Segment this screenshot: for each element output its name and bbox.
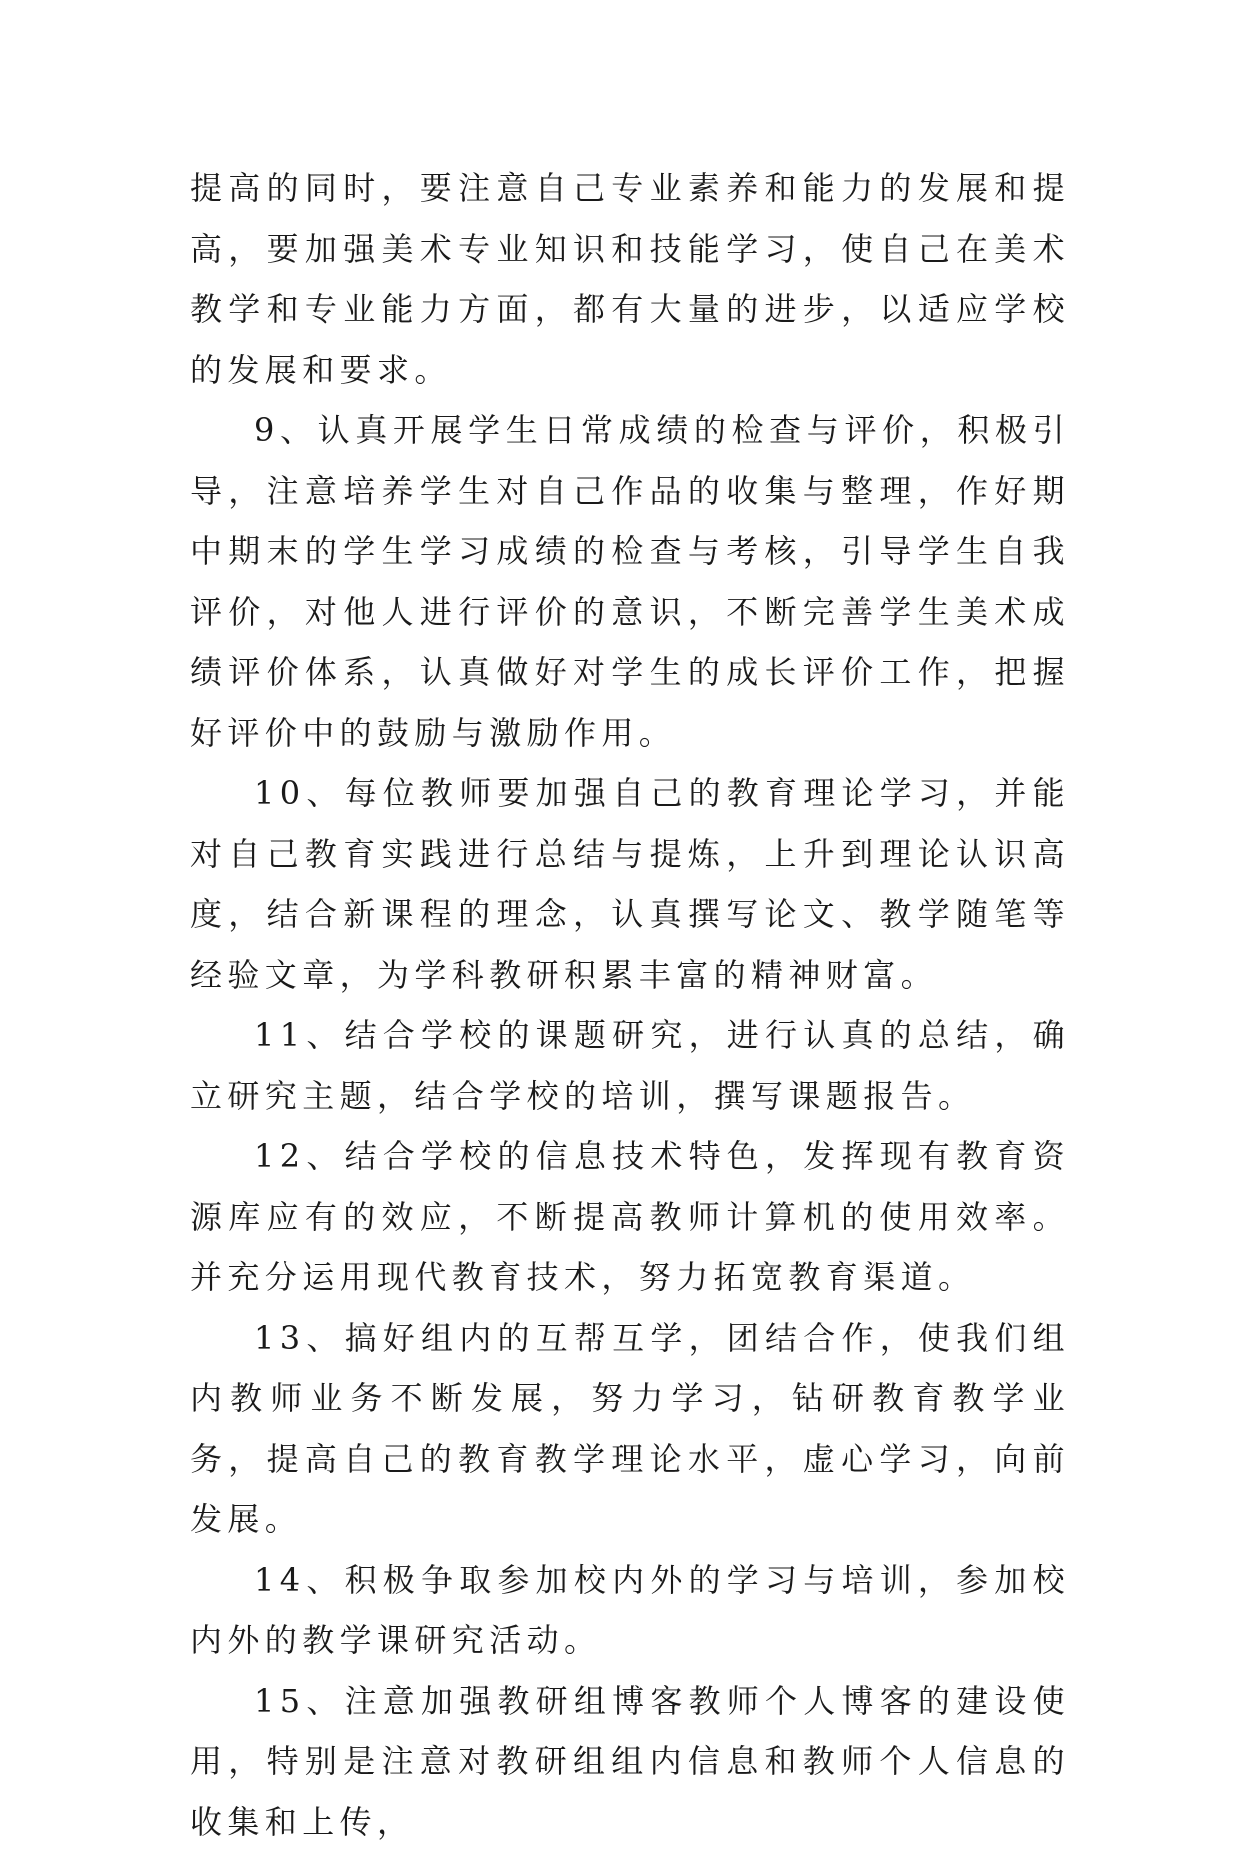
paragraph-item-12: 12、结合学校的信息技术特色，发挥现有教育资源库应有的效应，不断提高教师计算机的使用效率。并充分运用现代教育技术，努力拓宽教育渠道。 bbox=[190, 1126, 1070, 1308]
paragraph-continuation: 提高的同时，要注意自己专业素养和能力的发展和提高，要加强美术专业知识和技能学习，使自己在美术教学和专业能力方面，都有大量的进步，以适应学校的发展和要求。 bbox=[190, 158, 1070, 400]
paragraph-item-10: 10、每位教师要加强自己的教育理论学习，并能对自己教育实践进行总结与提炼，上升到理论认识高度，结合新课程的理念，认真撰写论文、教学随笔等经验文章，为学科教研积累丰富的精神财富。 bbox=[190, 763, 1070, 1005]
document-body bbox=[190, 158, 1070, 1852]
paragraph-item-13: 13、搞好组内的互帮互学，团结合作，使我们组内教师业务不断发展，努力学习，钻研教育教学业务，提高自己的教育教学理论水平，虚心学习，向前发展。 bbox=[190, 1308, 1070, 1550]
paragraph-item-15: 15、注意加强教研组博客教师个人博客的建设使用，特别是注意对教研组组内信息和教师个人信息的收集和上传， bbox=[190, 1671, 1070, 1852]
paragraph-item-11: 11、结合学校的课题研究，进行认真的总结，确立研究主题，结合学校的培训，撰写课题报告。 bbox=[190, 1005, 1070, 1126]
paragraph-item-14: 14、积极争取参加校内外的学习与培训，参加校内外的教学课研究活动。 bbox=[190, 1550, 1070, 1671]
paragraph-item-9: 9、认真开展学生日常成绩的检查与评价，积极引导，注意培养学生对自己作品的收集与整理，作好期中期末的学生学习成绩的检查与考核，引导学生自我评价，对他人进行评价的意识，不断完善学生美术成绩评价体系，认真做好对学生的成长评价工作，把握好评价中的鼓励与激励作用。 bbox=[190, 400, 1070, 763]
